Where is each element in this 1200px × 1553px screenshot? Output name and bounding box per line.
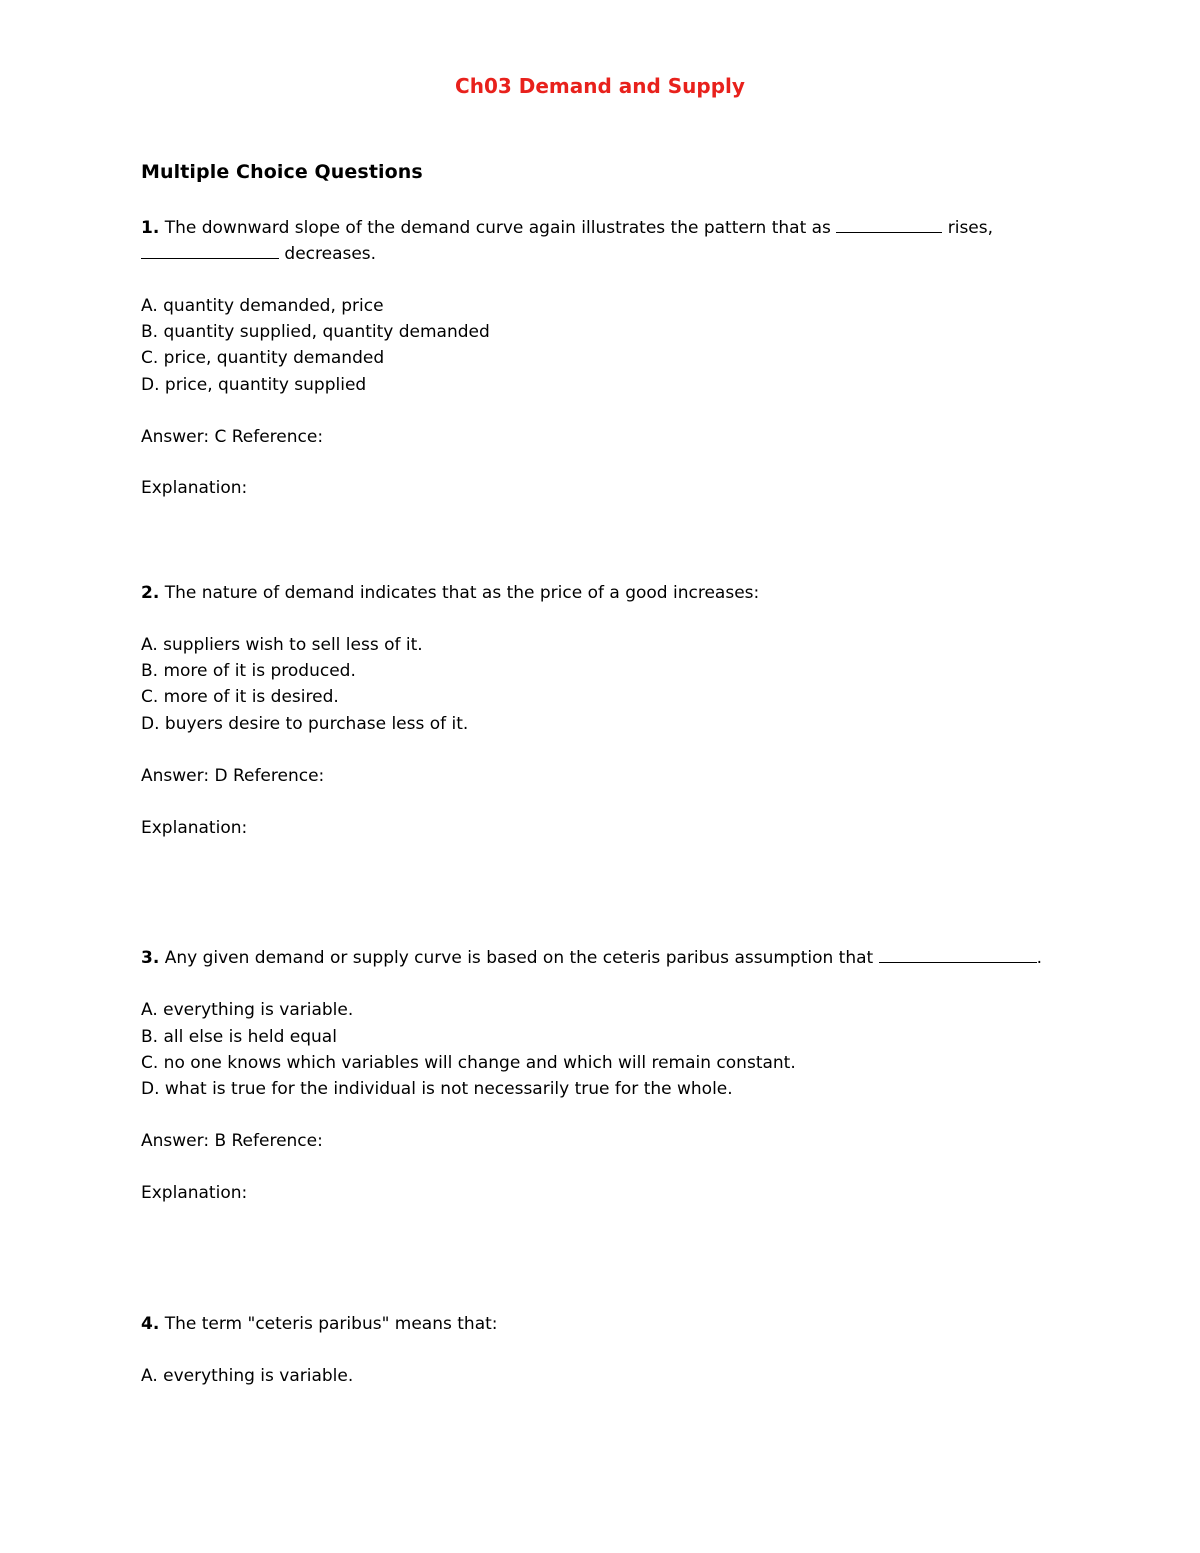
option-a: A. quantity demanded, price: [141, 296, 384, 316]
option-b: B. quantity supplied, quantity demanded: [141, 322, 490, 342]
option-d: D. buyers desire to purchase less of it.: [141, 714, 469, 734]
question-number: 4.: [141, 1314, 160, 1334]
page-title: Ch03 Demand and Supply: [455, 74, 745, 98]
option-a: A. everything is variable.: [141, 1000, 354, 1020]
question-2-stem: [141, 580, 759, 606]
option-c: C. price, quantity demanded: [141, 348, 385, 368]
option-a: A. everything is variable.: [141, 1366, 354, 1386]
question-number: 1.: [141, 218, 160, 238]
option-d: D. price, quantity supplied: [141, 375, 367, 395]
explanation-label: Explanation:: [141, 818, 248, 838]
question-1-stem: [141, 215, 993, 241]
answer-line: Answer: D Reference:: [141, 766, 325, 786]
answer-line: Answer: C Reference:: [141, 427, 324, 447]
answer-blank: [141, 244, 279, 259]
option-d: D. what is true for the individual is not necessarily true for the whole.: [141, 1079, 733, 1099]
question-1-stem-continued: [141, 241, 376, 267]
question-text: The term "ceteris paribus" means that:: [164, 1314, 498, 1334]
explanation-label: Explanation:: [141, 478, 248, 498]
answer-blank: [879, 948, 1037, 963]
question-text: The nature of demand indicates that as the price of a good increases:: [164, 583, 760, 603]
section-heading: Multiple Choice Questions: [141, 161, 423, 183]
question-text: decreases.: [284, 244, 377, 264]
option-c: C. more of it is desired.: [141, 687, 339, 707]
option-b: B. all else is held equal: [141, 1027, 337, 1047]
explanation-label: Explanation:: [141, 1183, 248, 1203]
question-text: rises,: [947, 218, 994, 238]
option-b: B. more of it is produced.: [141, 661, 356, 681]
question-4-stem: [141, 1311, 498, 1337]
answer-line: Answer: B Reference:: [141, 1131, 323, 1151]
answer-blank: [836, 218, 942, 233]
question-text: Any given demand or supply curve is based on the ceteris paribus assumption that: [164, 948, 874, 968]
option-c: C. no one knows which variables will change and which will remain constant.: [141, 1053, 796, 1073]
question-number: 3.: [141, 948, 160, 968]
option-a: A. suppliers wish to sell less of it.: [141, 635, 423, 655]
question-number: 2.: [141, 583, 160, 603]
question-3-stem: [141, 945, 1042, 971]
question-text: The downward slope of the demand curve again illustrates the pattern that as: [164, 218, 831, 238]
question-text: .: [1036, 948, 1043, 968]
